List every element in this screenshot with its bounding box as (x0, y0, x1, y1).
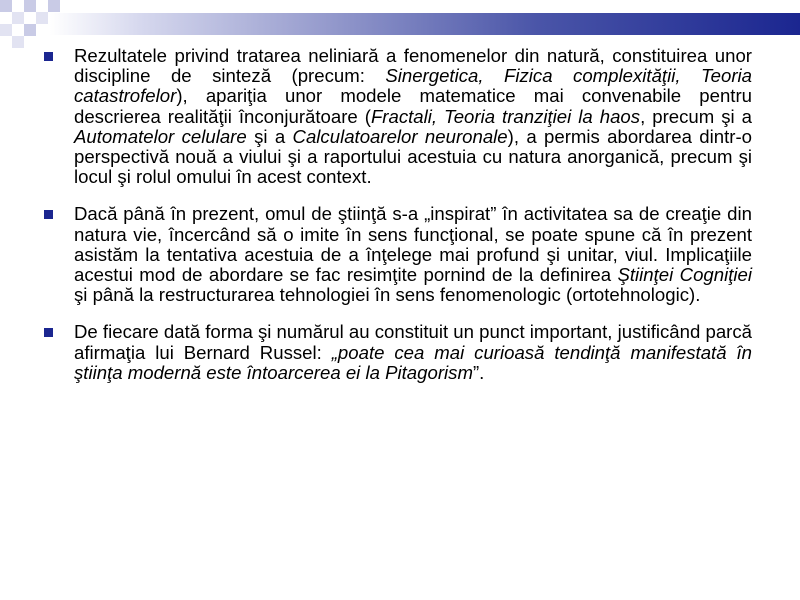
slide-content (44, 46, 752, 400)
text-run: Dacă până în prezent, omul de ştiinţă s-a „inspirat” în activitatea sa de creaţie din natura vie, încercând să o imite în sens funcţional, se poate spune că în prezent asistăm la tentativa acestuia de a înţelege mai profund şi unitar, viul. Implicaţiile acestui mod de abordare se fac resimţite pornind de la definirea (74, 203, 752, 286)
text-run: , precum şi a (640, 105, 753, 127)
text-run: ”. (472, 361, 485, 383)
italic-text-run: Automatelor celulare (74, 125, 247, 147)
bullet-text (74, 204, 752, 305)
bullet-item (44, 204, 752, 305)
bullet-text (74, 322, 752, 383)
bullet-text (74, 46, 752, 187)
italic-text-run: Calculatoarelor neuronale (292, 125, 508, 147)
square-bullet-icon (44, 52, 53, 61)
title-gradient-bar (50, 13, 800, 35)
text-run: şi până la restructurarea tehnologiei în sens fenomenologic (ortotehnologic). (74, 284, 701, 306)
text-run: De fiecare dată forma şi numărul au constituit un punct important, justificând parcă afirmaţia lui Bernard Russel: (74, 321, 752, 363)
italic-text-run: „poate cea mai curioasă tendinţă manifestată în ştiinţa modernă este întoarcerea ei la Pitagorism (74, 341, 752, 383)
text-run: Rezultatele privind tratarea neliniară a fenomenelor din natură, constituirea unor discipline de sinteză (precum: (74, 45, 752, 87)
text-run: ), apariţia unor modele matematice mai convenabile pentru descrierea realităţii înconjurătoare ( (74, 85, 752, 127)
bullet-item (44, 46, 752, 187)
italic-text-run: Sinergetica, Fizica complexităţii, Teoria catastrofelor (74, 65, 752, 107)
text-run: ), a permis abordarea dintr-o perspectivă nouă a viului şi a raportului acestuia cu natura anorganică, precum şi locul şi rolul omului în acest context. (74, 125, 752, 188)
italic-text-run: Fractali, Teoria tranziţiei la haos (370, 105, 641, 127)
italic-text-run: Ştiinţei Cogniţiei (617, 264, 752, 286)
bullet-item (44, 322, 752, 383)
square-bullet-icon (44, 210, 53, 219)
square-bullet-icon (44, 328, 53, 337)
text-run: şi a (246, 125, 293, 147)
